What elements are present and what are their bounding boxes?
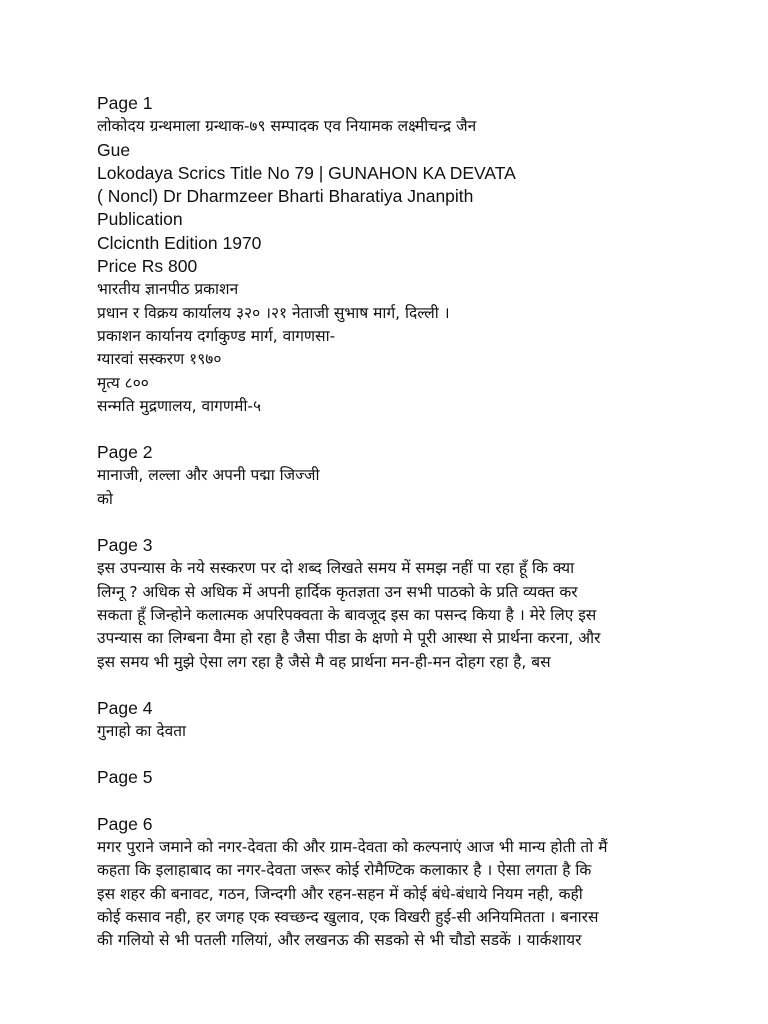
page-section — [97, 92, 657, 418]
page-label: Page 2 — [97, 442, 153, 463]
text-line: इस उपन्यास के नये सस्करण पर दो शब्द लिखते समय में समझ नहीं पा रहा हूँ कि क्या — [97, 559, 575, 578]
text-line: गुनाहो का देवता — [97, 722, 187, 741]
text-line: Lokodaya Scrics Title No 79 | GUNAHON KA DEVATA — [97, 162, 516, 183]
text-line: Publication — [97, 209, 183, 230]
page-section — [97, 441, 657, 511]
text-line: मगर पुराने जमाने को नगर-देवता की और ग्राम-देवता को कल्पनाएं आज भी मान्य होती तो मैं — [97, 838, 608, 857]
text-line: प्रधान र विक्रय कार्यालय ३२० ।२१ नेताजी सुभाष मार्ग, दिल्ली । — [97, 303, 450, 322]
text-line: मृत्य ८०० — [97, 373, 149, 392]
text-line: Clcicnth Edition 1970 — [97, 232, 262, 253]
text-line: सकता हूँ जिन्होने कलात्मक अपरिपक्वता के बावजूद इस का पसन्द किया है । मेरे लिए इस — [97, 605, 597, 624]
text-line: Gue — [97, 139, 131, 160]
text-line: की गलियो से भी पतली गलियां, और लखनऊ की सडको से भी चौडो सडकें । यार्कशायर — [97, 931, 582, 950]
text-line: कहता कि इलाहाबाद का नगर-देवता जरूर कोई रोमैण्टिक कलाकार है । ऐसा लगता है कि — [97, 861, 592, 880]
page-label: Page 4 — [97, 697, 153, 718]
page-label: Page 3 — [97, 535, 153, 556]
text-line: लिग्नू ? अधिक से अधिक में अपनी हार्दिक कृतज्ञता उन सभी पाठको के प्रति व्यक्त कर — [97, 582, 578, 601]
page-label: Page 1 — [97, 93, 153, 113]
text-line: सन्मति मुद्रणालय, वागणमी-५ — [97, 396, 262, 415]
text-line: ग्यारवां सस्करण १९७० — [97, 350, 222, 369]
page-label: Page 5 — [97, 767, 153, 788]
page-section — [97, 766, 657, 789]
text-line: इस समय भी मुझे ऐसा लग रहा है जैसे मै वह प्रार्थना मन-ही-मन दोहग रहा है, बस — [97, 652, 551, 671]
text-line: Price Rs 800 — [97, 256, 198, 277]
text-line: ( Noncl) Dr Dharmzeer Bharti Bharatiya Jnanpith — [97, 186, 474, 207]
text-line: मानाजी, लल्ला और अपनी पद्मा जिज्जी — [97, 466, 320, 485]
page-section — [97, 697, 657, 744]
text-line: प्रकाशन कार्यानय दर्गाकुण्ड मार्ग, वागणसा- — [97, 326, 336, 345]
page-section — [97, 813, 657, 953]
text-line: कोई कसाव नही, हर जगह एक स्वच्छन्द खुलाव, एक विखरी हुई-सी अनियमितता । बनारस — [97, 907, 599, 926]
page-section — [97, 534, 657, 674]
text-line: इस शहर की बनावट, गठन, जिन्दगी और रहन-सहन में कोई बंधे-बंधाये नियम नही, कही — [97, 884, 583, 903]
text-line: उपन्यास का लिग्बना वैमा हो रहा है जैसा पीडा के क्षणो मे पूरी आस्था से प्रार्थना करना, और — [97, 629, 601, 648]
page-label: Page 6 — [97, 813, 153, 834]
document-body — [97, 92, 657, 976]
text-line: लोकोदय ग्रन्थमाला ग्रन्थाक-७९ सम्पादक एव नियामक लक्ष्मीचन्द्र जैन — [97, 117, 477, 136]
text-line: को — [97, 489, 113, 508]
text-line: भारतीय ज्ञानपीठ प्रकाशन — [97, 280, 239, 299]
